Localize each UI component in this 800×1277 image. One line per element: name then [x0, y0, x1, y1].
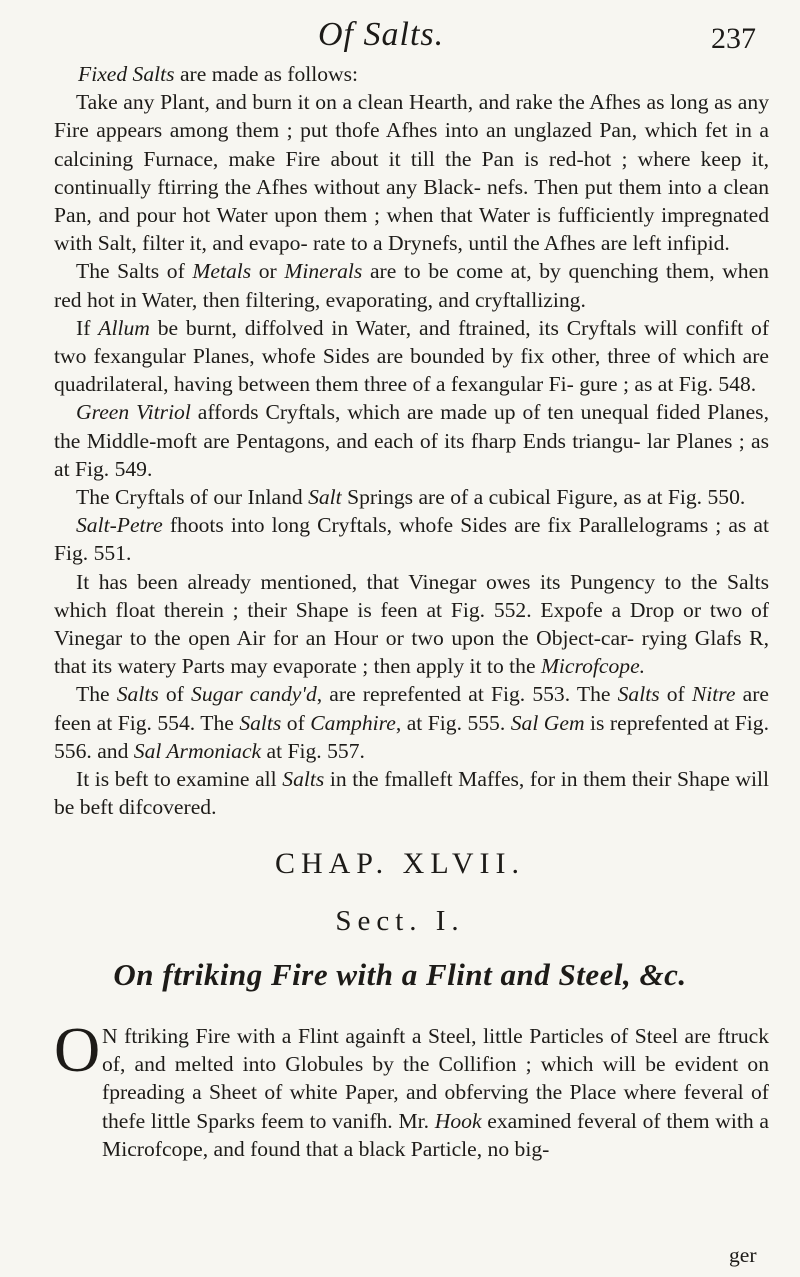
italic-run: Green Vitriol — [76, 400, 191, 425]
text-run: are feen at Fig. 554. The — [54, 682, 770, 735]
body-text — [54, 60, 769, 821]
text-run: It is beft to examine all — [76, 767, 283, 792]
page-header — [0, 10, 800, 60]
text-run: The Cryftals of our Inland — [76, 485, 309, 510]
page-number: 237 — [711, 22, 756, 55]
italic-run: Salts — [617, 682, 660, 707]
text-run: , are reprefented at Fig. 553. The — [316, 682, 618, 707]
text-run: of — [158, 682, 192, 707]
italic-run: Sal Armoniack — [133, 738, 262, 763]
catchword: ger — [729, 1243, 757, 1267]
italic-run: Microfcope. — [540, 654, 646, 679]
italic-run: Nitre — [691, 682, 736, 707]
italic-run: Salts — [239, 710, 282, 735]
paragraph — [54, 680, 769, 765]
text-run: Springs are of a cubical Figure, as at Fig. 550. — [341, 485, 746, 510]
italic-run: Allum — [98, 315, 150, 340]
person-name: Hook — [434, 1108, 482, 1133]
italic-run: Salt — [308, 485, 342, 510]
paragraph — [54, 314, 769, 399]
paragraph — [54, 568, 769, 681]
paragraph — [54, 257, 769, 313]
italic-run: Metals — [192, 259, 252, 284]
text-run: of — [281, 710, 311, 735]
section-text-end: examined feveral of them with a Microfcope, and found that a black Particle, no big- — [102, 1108, 769, 1161]
paragraph — [54, 511, 769, 567]
text-run: The — [76, 682, 117, 707]
text-run: is reprefented at Fig. 556. and — [54, 710, 769, 763]
text-run: It has been already mentioned, that Vinegar owes its Pungency to the Salts which float therein ; their Shape is feen at Fig. 552. Expofe a Drop or two of Vinegar to the open Air for an Hour or two upon the Object-car- rying Glafs R, that its watery Parts may evaporate ; then apply it to the — [54, 569, 769, 679]
text-run: or — [251, 259, 285, 284]
chapter-heading: CHAP. XLVII. — [274, 847, 526, 880]
text-run: at Fig. 557. — [261, 738, 365, 763]
italic-run: Salts — [282, 767, 325, 792]
paragraph — [54, 483, 769, 511]
text-run: , at Fig. 555. — [395, 710, 511, 735]
italic-run: Camphire — [310, 710, 396, 735]
paragraph — [54, 88, 769, 257]
text-run: fhoots into long Cryftals, whofe Sides are fix Parallelograms ; as at Fig. 551. — [54, 513, 769, 566]
section-paragraph — [54, 1014, 769, 1163]
italic-run: Minerals — [284, 259, 363, 284]
text-run: be burnt, diffolved in Water, and ftrained, its Cryftals will confift of two fexangular Planes, whofe Sides are bounded by fix other, three of which are quadrilateral, having between them three of a fexangular Fi- gure ; as at Fig. 548. — [54, 315, 770, 397]
italic-run: Sal Gem — [510, 710, 585, 735]
text-run: If — [76, 315, 99, 340]
italic-run: Salt-Petre — [76, 513, 163, 538]
text-run: Take any Plant, and burn it on a clean Hearth, and rake the Afhes as long as any Fire appears among them ; put thofe Afhes into an unglazed Pan, which fet in a calcining Furnace, make Fire about it till the Pan is red-hot ; where keep it, continually ftirring the Afhes without any Black- nefs. Then put them into a clean Pan, and pour hot Water upon them ; when that Water is fufficiently impregnated with Salt, filter it, and evapo- rate to a Drynefs, until the Afhes are left infipid. — [54, 90, 769, 256]
paragraph — [54, 765, 769, 821]
section-title: On ftriking Fire with a Flint and Steel, &c. — [113, 957, 687, 992]
running-title: Of Salts. — [318, 16, 445, 53]
italic-run: Fixed Salts — [78, 62, 175, 86]
text-run: The Salts of — [76, 259, 193, 284]
drop-cap: O — [54, 1014, 101, 1085]
section-paragraph-text — [54, 1014, 769, 1163]
text-run: are made as follows: — [174, 62, 359, 86]
section-heading: Sect. I. — [335, 905, 465, 937]
section-text-start: N ftriking Fire with a Flint againft a Steel, little Particles of Steel are ftruck of, and melted into Globules by the Collifion ; which will be evident on fpreading a Sheet of white Paper, and obferving the Place where feveral of thefe little Sparks feem to vanifh. Mr. — [102, 1024, 769, 1133]
text-run: are to be come at, by quenching them, when red hot in Water, then filtering, evaporating, and cryftallizing. — [54, 259, 769, 312]
text-run: in the fmalleft Maffes, for in them their Shape will be beft difcovered. — [54, 767, 769, 820]
text-run: of — [659, 682, 692, 707]
text-run: affords Cryftals, which are made up of ten unequal fided Planes, the Middle-moft are Pentagons, and each of its fharp Ends triangu- lar Planes ; as at Fig. 549. — [54, 400, 769, 481]
paragraph — [54, 398, 769, 483]
italic-run: Sugar candy'd — [191, 682, 317, 707]
italic-run: Salts — [116, 682, 159, 707]
paragraph — [54, 60, 769, 88]
